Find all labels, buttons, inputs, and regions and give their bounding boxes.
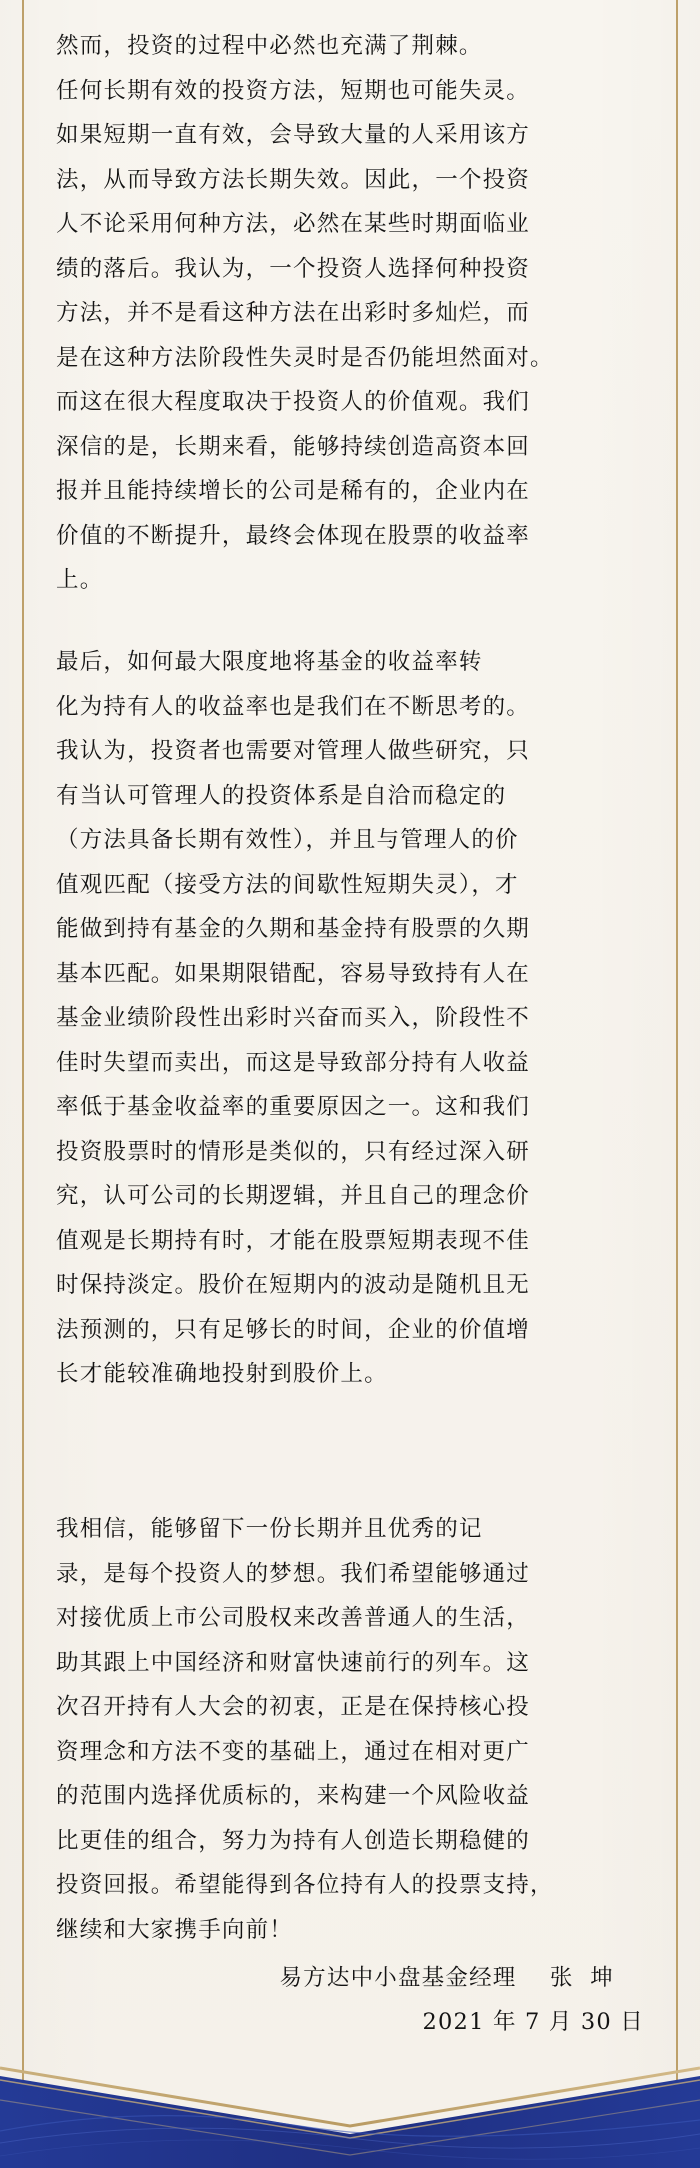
date-line: 2021 年 7 月 30 日 [422,2009,644,2035]
bottom-decorative-border [0,1988,700,2168]
paragraph-3: 我相信，能够留下一份长期并且优秀的记 录，是每个投资人的梦想。我们希望能够通过 对接优质上市公司股权来改善普通人的生活， 助其跟上中国经济和财富快速前行的列车。这 次召开持有人大会的初衷，正是在保持核心投 资理念和方法不变的基础上，通过在相对更广 的范围内选择优质标的，来构建一个风险收益 比更佳的组合，努力为持有人创造长期稳健的 投资回报。希望能得到各位持有人的投票支持， 继续和大家携手向前！ [56,1516,554,1943]
paragraph-2: 最后，如何最大限度地将基金的收益率转 化为持有人的收益率也是我们在不断思考的。 我认为，投资者也需要对管理人做些研究，只 有当认可管理人的投资体系是自洽而稳定的 （方法具备长期有效性），并且与管理人的价 值观匹配（接受方法的间歇性短期失灵），才 能做到持有基金的久期和基金持有股票的久期 基本匹配。如果期限错配，容易导致持有人在 基金业绩阶段性出彩时兴奋而买入，阶段性不 佳时失望而卖出，而这是导致部分持有人收益 率低于基金收益率的重要原因之一。这和我们 投资股票时的情形是类似的，只有经过深入研 究，认可公司的长期逻辑，并且自己的理念价 值观是长期持有时，才能在股票短期表现不佳 时保持淡定。股价在短期内的波动是随机且无 法预测的，只有足够长的时间，企业的价值增 长才能较准确地投射到股价上。 [56,649,531,1387]
right-gold-border [676,0,678,2168]
bottom-border-art [0,1988,700,2168]
paragraph-1: 然而，投资的过程中必然也充满了荆棘。 任何长期有效的投资方法，短期也可能失灵。 如果短期一直有效，会导致大量的人采用该方 法，从而导致方法长期失效。因此，一个投资 人不论采用何种方法，必然在某些时期面临业 绩的落后。我认为，一个投资人选择何种投资 方法，并不是看这种方法在出彩时多灿烂，而 是在这种方法阶段性失灵时是否仍能坦然面对。 而这在很大程度取决于投资人的价值观。我们 深信的是，长期来看，能够持续创造高资本回 报并且能持续增长的公司是稀有的，企业内在 价值的不断提升，最终会体现在股票的收益率 上。 [56,33,554,593]
left-gold-border [22,0,24,2168]
signature-line: 易方达中小盘基金经理 张 坤 [279,1965,614,1991]
